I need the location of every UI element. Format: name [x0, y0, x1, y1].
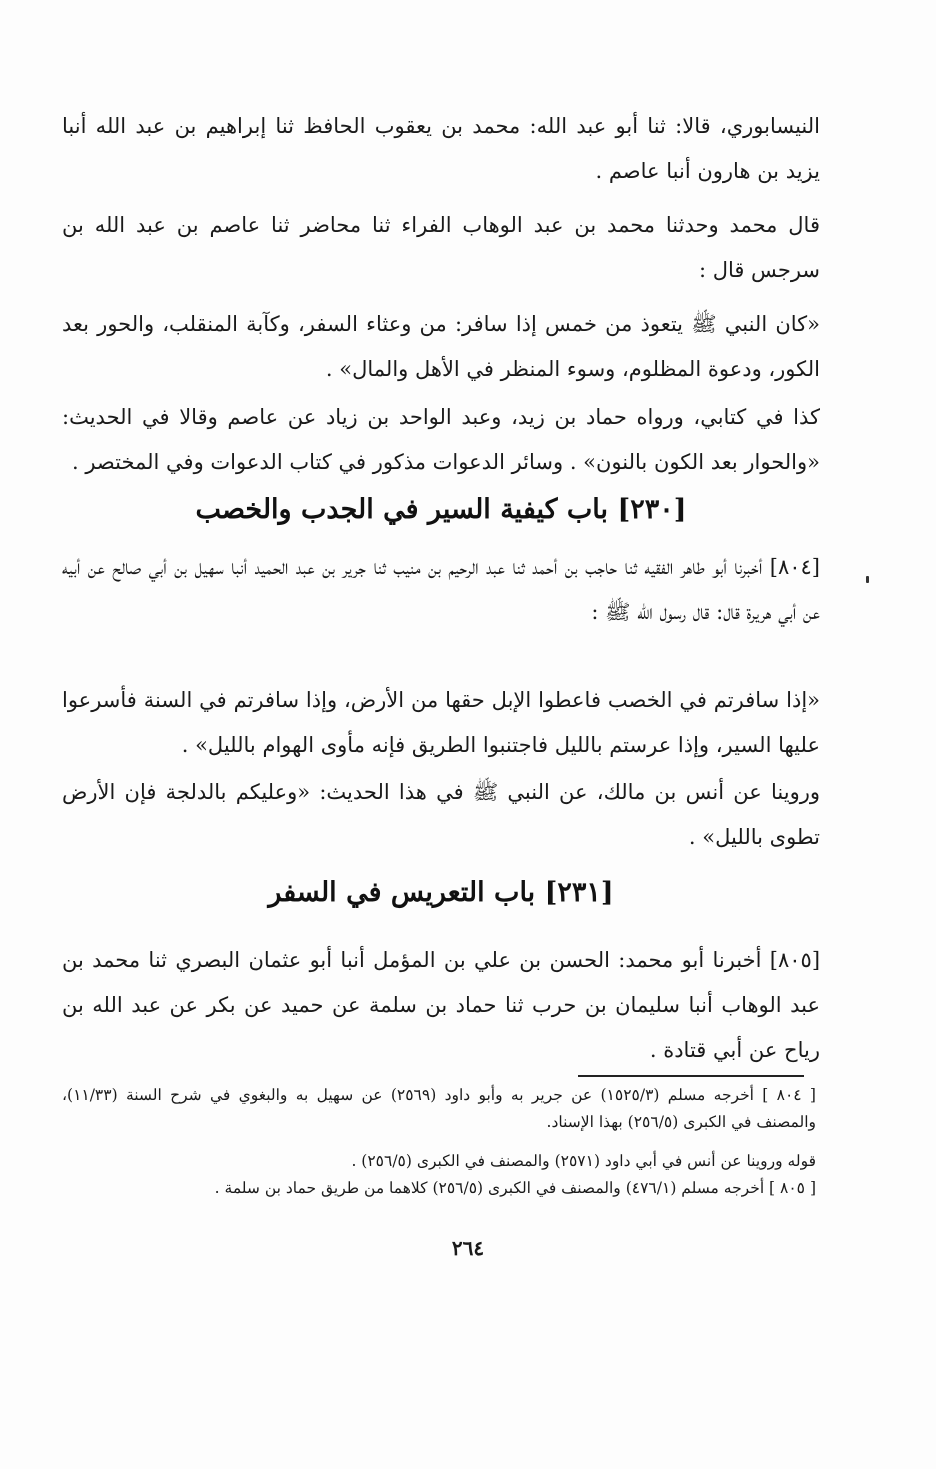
chapter-heading-230: [٢٣٠] باب كيفية السير في الجدب والخصب: [195, 494, 687, 525]
scan-mark: [866, 576, 869, 583]
footnote-anas: قوله وروينا عن أنس في أبي داود (٢٥٧١) والمصنف في الكبرى (٢٥٦/٥) .: [351, 1152, 816, 1170]
chapter-heading-231: [٢٣١] باب التعريس في السفر: [268, 877, 614, 908]
footnote-804: [ ٨٠٤ ] أخرجه مسلم (١٥٢٥/٣) عن جرير به وأبو داود (٢٥٦٩) عن سهيل به والبغوي في شرح السنة (١١/٣٣)، والمصنف في الكبرى (٢٥٦/٥) بهذا الإسناد.: [62, 1086, 816, 1131]
page-number: ٢٦٤: [451, 1236, 485, 1260]
paragraph-anas-narration: وروينا عن أنس بن مالك، عن النبي ﷺ في هذا الحديث: «وعليكم بالدلجة فإن الأرض تطوى بالليل» .: [62, 780, 820, 849]
paragraph-isnad-second: قال محمد وحدثنا محمد بن عبد الوهاب الفراء ثنا محاضر ثنا عاصم بن عبد الله بن سرجس قال :: [62, 213, 820, 282]
paragraph-hadith-805-isnad: [٨٠٥] أخبرنا أبو محمد: الحسن بن علي بن المؤمل أنبا أبو عثمان البصري ثنا محمد بن عبد الوهاب أنبا سليمان بن حرب ثنا حماد بن سلمة عن حميد عن بكر عن عبد الله بن رياح عن أبي قتادة .: [62, 948, 821, 1062]
footnote-805: [ ٨٠٥ ] أخرجه مسلم (٤٧٦/١) والمصنف في الكبرى (٢٥٦/٥) كلاهما من طريق حماد بن سلمة .: [214, 1179, 816, 1197]
paragraph-hadith-text: «كان النبي ﷺ يتعوذ من خمس إذا سافر: من وعثاء السفر، وكآبة المنقلب، والحور بعد الكور، ودعوة المظلوم، وسوء المنظر في الأهل والمال» .: [62, 312, 820, 381]
paragraph-isnad-continuation: النيسابوري، قالا: ثنا أبو عبد الله: محمد بن يعقوب الحافظ ثنا إبراهيم بن عبد الله أنبا يزيد بن هارون أنبا عاصم .: [62, 114, 820, 183]
paragraph-hadith-804-isnad: [٨٠٤] أخبرنا أبو طاهر الفقيه ثنا حاجب بن أحمد ثنا عبد الرحيم بن منيب ثنا جرير بن عبد الحميد أنبا سهيل بن أبي صالح عن أبيه عن أبي هريرة قال: قال رسول الله ﷺ :: [62, 555, 820, 624]
footnote-separator: [578, 1075, 804, 1077]
paragraph-commentary: كذا في كتابي، ورواه حماد بن زيد، وعبد الواحد بن زياد عن عاصم وقالا في الحديث: «والحوار بعد الكون بالنون» . وسائر الدعوات مذكور في كتاب الدعوات وفي المختصر .: [62, 405, 820, 474]
paragraph-hadith-804-text: «إذا سافرتم في الخصب فاعطوا الإبل حقها من الأرض، وإذا سافرتم في السنة فأسرعوا عليها السير، وإذا عرستم بالليل فاجتنبوا الطريق فإنه مأوى الهوام بالليل» .: [62, 688, 820, 757]
